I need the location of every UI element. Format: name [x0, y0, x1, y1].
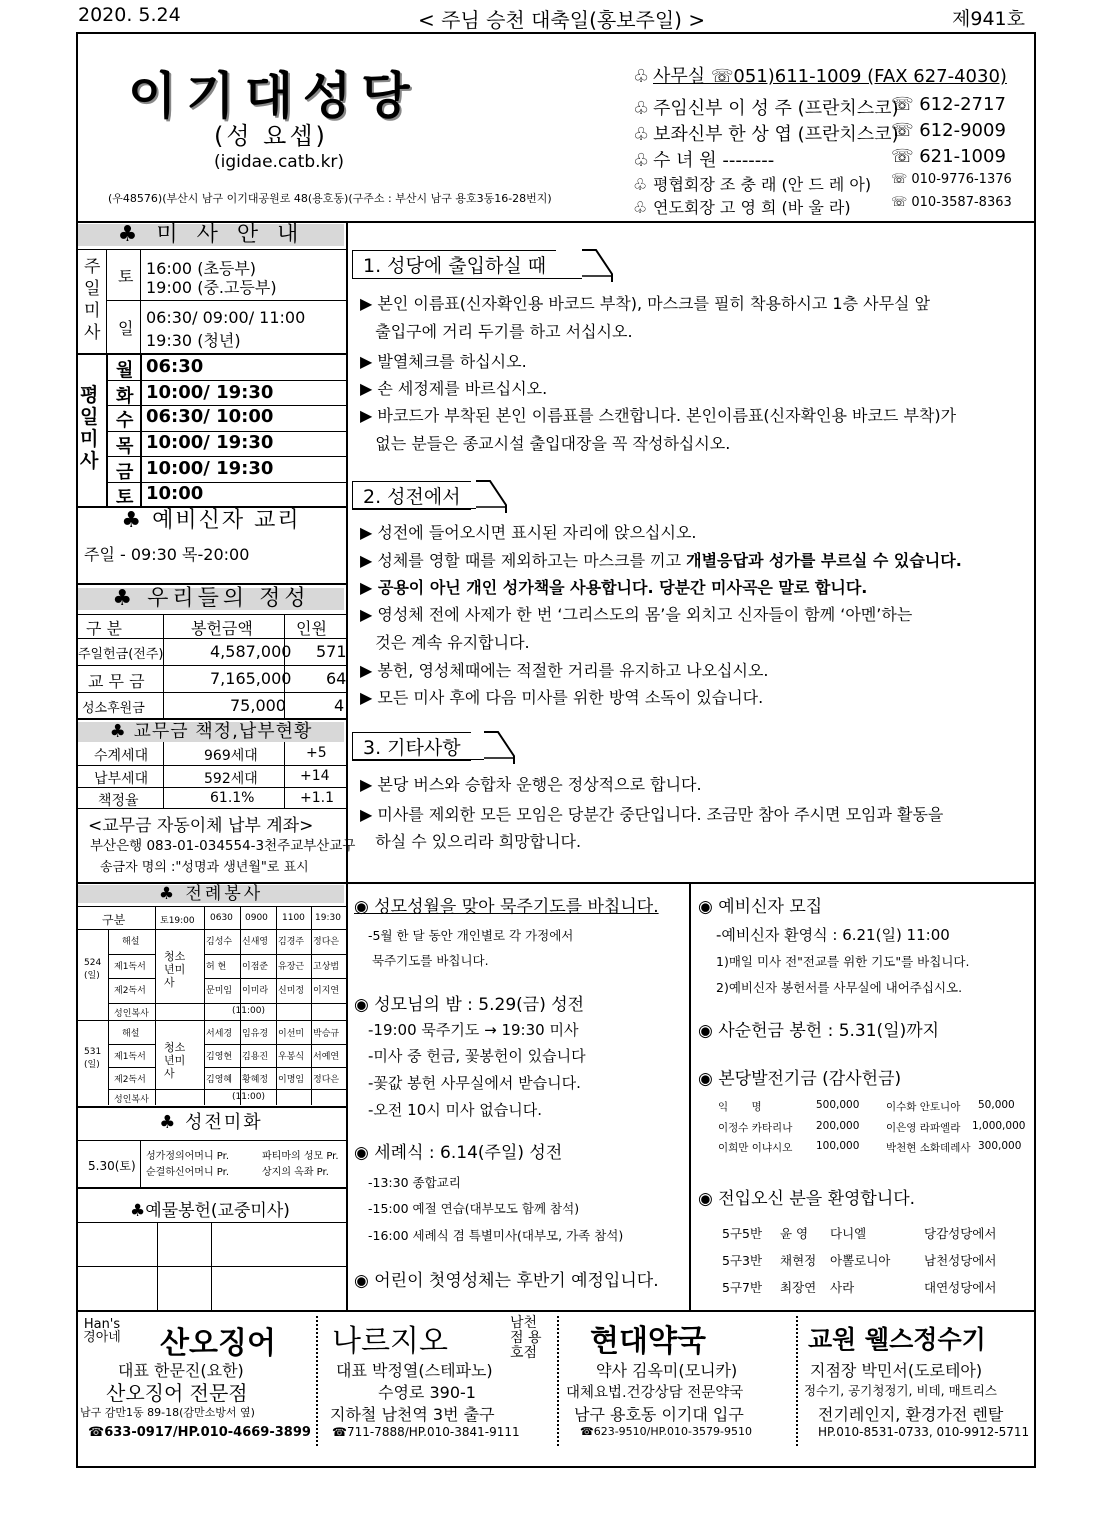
rosary-text: 묵주기도를 바칩니다.	[368, 953, 489, 968]
newcomer-district: 5구5반	[722, 1226, 763, 1241]
heading-tab-shape	[582, 248, 622, 284]
ad-phone: ☎711-7888/HP.010-3841-9111	[332, 1425, 520, 1439]
auto-transfer-title: <교무금 자동이체 납부 계좌>	[88, 816, 314, 836]
table-cell: 해설	[122, 937, 140, 947]
ad-line: 약사 김옥미(모니카)	[596, 1361, 738, 1380]
ad-line: 지하철 남천역 3번 출구	[330, 1405, 495, 1424]
contact-convent: ♧ 수 녀 원 -------- ☏ 621-1009	[633, 146, 1006, 171]
divider	[276, 906, 277, 1105]
altar-date: 524 (일)	[84, 958, 102, 981]
section-2-title: 2. 성전에서	[352, 481, 471, 510]
weekday-label: 수	[116, 410, 134, 431]
notice-line: 것은 계속 유지합니다.	[360, 633, 530, 652]
donor-name: 이희만 이냐시오	[718, 1142, 793, 1154]
notice-line: 없는 분들은 종교시설 출입대장을 꼭 작성하십시오.	[360, 434, 731, 453]
divider	[204, 954, 346, 955]
donor-amount: 100,000	[816, 1140, 860, 1152]
divider	[352, 278, 582, 279]
ad-tag: Han's 경아네	[83, 1317, 121, 1345]
flower-group: 성가정의어머니 Pr.	[146, 1151, 230, 1162]
sender-name-rule: 송금자 명의 :"성명과 생년월"로 표시	[100, 860, 309, 875]
clover-icon: ♧	[633, 98, 650, 119]
newcomer-district: 5구7반	[722, 1280, 763, 1295]
ad-line: 산오징어 전문점	[106, 1381, 248, 1405]
divider	[557, 1316, 559, 1446]
flower-title: ♣ 성전미화	[78, 1112, 344, 1134]
divider	[78, 718, 346, 720]
ad-line: 정수기, 공기청정기, 비데, 매트리스	[804, 1383, 997, 1398]
event-item: -오전 10시 미사 없습니다.	[368, 1101, 542, 1119]
divider	[108, 978, 155, 979]
section-1-title: 1. 성당에 출입하실 때	[352, 250, 556, 279]
weekday-time: 10:00/ 19:30	[146, 432, 274, 453]
divider	[346, 882, 1036, 884]
sun-time-1: 06:30/ 09:00/ 11:00	[146, 308, 306, 327]
ad-line: 대체요법.건강상담 전문약국	[566, 1385, 744, 1401]
notice-line: ▶ 손 세정제를 바르십시오.	[360, 379, 548, 398]
notice-emphasis: 개별응답과 성가를 부르실 수 있습니다.	[686, 551, 962, 570]
newcomer-from: 대연성당에서	[924, 1280, 997, 1295]
event-item: -13:30 종합교리	[368, 1175, 461, 1190]
divider	[78, 665, 346, 666]
table-cell: 김용진	[242, 1052, 269, 1062]
table-cell: 김영현	[206, 1052, 233, 1062]
divider	[163, 742, 164, 808]
weekday-label: 목	[116, 436, 134, 457]
notice-line: 하실 수 있으리라 희망합니다.	[360, 832, 582, 851]
col-header: 봉헌금액	[191, 619, 253, 638]
notice-line: 출입구에 거리 두기를 하고 서십시오.	[360, 322, 633, 341]
table-cell: 신미정	[278, 986, 305, 996]
divider	[106, 482, 346, 483]
notice-line: ▶ 본인 이름표(신자확인용 바코드 부착), 마스크를 필히 착용하시고 1층 사무실 앞	[360, 294, 931, 313]
mass-title: ♣ 미 사 안 내	[78, 224, 344, 246]
first-communion-notice: ◉ 어린이 첫영성체는 후반기 예정입니다.	[354, 1271, 659, 1291]
lent-offering-title: ◉ 사순헌금 봉헌 : 5.31(일)까지	[698, 1021, 940, 1041]
divider	[78, 808, 346, 809]
recruit-item: 2)예비신자 봉헌서를 사무실에 내어주십시오.	[716, 980, 963, 995]
col-header: 0630	[210, 913, 233, 923]
bulletin-title: < 주님 승천 대축일(홍보주일) >	[418, 8, 706, 32]
table-cell: 정다은	[313, 1075, 340, 1085]
section-2-heading	[352, 481, 471, 510]
catechumen-title: ♣ 예비신자 교리	[78, 510, 344, 532]
ad-phone: HP.010-8531-0733, 010-9912-5711	[818, 1425, 1030, 1439]
newcomer-baptismal: 사라	[830, 1280, 855, 1295]
donor-amount: 50,000	[978, 1099, 1015, 1111]
notice-line: ▶ 발열체크를 하십시오.	[360, 352, 527, 371]
rosary-text: -5월 한 달 동안 개인별로 각 가정에서	[368, 928, 574, 943]
notice-text: ▶ 성체를 영할 때를 제외하고는 마스크를 끼고	[360, 551, 687, 570]
donor-name: 이정수 카타리나	[718, 1122, 793, 1134]
ad-name: 현대약국	[590, 1324, 706, 1359]
divider	[204, 978, 346, 979]
divider	[106, 353, 108, 506]
flower-date: 5.30(토)	[88, 1159, 136, 1173]
newcomer-from: 당감성당에서	[924, 1226, 997, 1241]
divider	[689, 882, 691, 1311]
table-cell: 64	[326, 669, 347, 688]
weekday-label: 화	[116, 386, 134, 407]
notice-line: ▶ 본당 버스와 승합차 운행은 정상적으로 합니다.	[360, 775, 702, 794]
table-cell: 우봉식	[278, 1052, 305, 1062]
table-cell: 수계세대	[94, 748, 149, 764]
donor-amount: 200,000	[816, 1120, 860, 1132]
divider	[78, 1266, 346, 1267]
divider	[140, 353, 142, 506]
table-cell: +1.1	[300, 790, 334, 806]
divider	[78, 1140, 346, 1141]
table-cell: 교 무 금	[88, 672, 145, 691]
newcomer-name: 최장연	[780, 1280, 817, 1295]
divider	[78, 906, 346, 907]
altar-title: ♣ 전례봉사	[78, 885, 344, 903]
newcomer-from: 남천성당에서	[924, 1253, 997, 1268]
table-cell: 제2독서	[114, 1075, 146, 1085]
table-cell: 571	[316, 642, 347, 661]
divider	[78, 692, 346, 693]
divider	[108, 954, 155, 955]
rosary-title: ◉ 성모성월을 맞아 묵주기도를 바칩니다.	[354, 897, 659, 917]
flower-group: 순결하신어머니 Pr.	[146, 1167, 230, 1178]
section-1-heading	[352, 250, 556, 279]
notice-line	[360, 548, 962, 571]
clover-icon: ♧	[633, 198, 648, 217]
table-cell: 문미임	[206, 986, 233, 996]
divider	[106, 249, 107, 353]
heading-tab-shape	[484, 730, 524, 766]
newcomer-district: 5구3반	[722, 1253, 763, 1268]
newcomer-name: 채현정	[780, 1253, 817, 1268]
notice-line: ▶ 미사를 제외한 모든 모임은 당분간 중단입니다. 조금만 참아 주시면 모임과 활동을	[360, 805, 944, 824]
section-3-heading	[352, 732, 471, 761]
donor-name: 이수화 안토니아	[886, 1101, 961, 1113]
recruit-item: 1)매일 미사 전"전교를 위한 기도"를 바칩니다.	[716, 954, 970, 969]
divider	[157, 1222, 158, 1310]
divider	[155, 906, 156, 1105]
weekday-label: 월	[116, 360, 134, 381]
table-cell: +5	[306, 745, 327, 761]
catechumen-times: 주일 - 09:30 목-20:00	[84, 545, 250, 564]
donor-amount: 500,000	[816, 1099, 860, 1111]
divider	[204, 1044, 346, 1045]
table-cell: 책정율	[98, 793, 139, 809]
offering-title: ♣ 우리들의 정성	[78, 588, 344, 610]
contact-pastor: ♧ 주임신부 이 성 주 (프란치스코) ☏ 612-2717	[633, 94, 1006, 119]
table-cell: 제1독서	[114, 1052, 146, 1062]
table-cell: (11:00)	[232, 1006, 265, 1016]
notice-line: ▶ 바코드가 부착된 본인 이름표를 스캔합니다. 본인이름표(신자확인용 바코드 부착)가	[360, 406, 957, 425]
weekday-label: 금	[116, 462, 134, 483]
ad-name: 나르지오	[332, 1324, 448, 1359]
weekday-time: 06:30	[146, 356, 204, 377]
weekday-time: 10:00	[146, 483, 204, 504]
table-cell: 황혜정	[242, 1075, 269, 1085]
heading-tab-shape	[476, 479, 516, 515]
section-3-title: 3. 기타사항	[352, 732, 471, 761]
catechumen-recruit-title: ◉ 예비신자 모집	[698, 897, 823, 917]
donor-name: 익 명	[718, 1101, 762, 1113]
bank-account: 부산은행 083-01-034554-3천주교부산교구	[90, 838, 356, 854]
divider	[284, 742, 285, 808]
divider	[78, 249, 346, 250]
table-cell: 이미라	[242, 986, 269, 996]
divider	[108, 1067, 155, 1068]
divider	[78, 1020, 346, 1021]
newcomer-baptismal: 다니엘	[830, 1226, 867, 1241]
ad-line: 수영로 390-1	[378, 1383, 476, 1402]
table-cell: 7,165,000	[210, 669, 292, 688]
table-cell: 김경주	[278, 937, 305, 947]
divider	[204, 1067, 346, 1068]
ad-name: 교원 웰스정수기	[808, 1325, 986, 1354]
col-header: 토19:00	[160, 916, 195, 926]
table-cell: 고상범	[313, 962, 340, 972]
divider	[108, 1044, 155, 1045]
altar-date: 531 (일)	[84, 1047, 102, 1070]
sat-label: 토	[118, 267, 134, 286]
divider	[346, 221, 348, 1311]
newcomer-baptismal: 아뽈로니아	[830, 1253, 891, 1268]
divider	[78, 1187, 346, 1189]
donor-amount: 1,000,000	[972, 1120, 1026, 1132]
church-patron: (성 요셉)	[214, 122, 328, 150]
church-address: (우48576)(부산시 남구 이기대공원로 48(용호동)(구주소 : 부산시 남구 용호3동16-28번지)	[108, 192, 552, 205]
divider	[796, 1316, 798, 1446]
ad-line: 대표 한문진(요한)	[118, 1361, 244, 1380]
table-cell: +14	[300, 768, 330, 784]
issue-number: 제941호	[952, 8, 1025, 30]
divider	[78, 614, 346, 615]
ad-phone: ☎633-0917/HP.010-4669-3899	[88, 1425, 311, 1440]
ad-phone: ☎623-9510/HP.010-3579-9510	[580, 1425, 752, 1438]
event-item: -꽃값 봉헌 사무실에서 받습니다.	[368, 1074, 581, 1092]
divider	[76, 1310, 1036, 1312]
divider	[78, 638, 346, 639]
divider	[78, 353, 346, 355]
table-cell: 이점준	[242, 962, 269, 972]
sunday-mass-label: 주일미사	[84, 257, 101, 343]
table-cell: 주일헌금(전주)	[78, 647, 164, 662]
event-item: -15:00 예절 연습(대부모도 함께 참석)	[368, 1201, 580, 1216]
recruit-item: -예비신자 환영식 : 6.21(일) 11:00	[716, 926, 950, 944]
development-fund-title: ◉ 본당발전기금 (감사헌금)	[698, 1069, 902, 1089]
sun-time-2: 19:30 (청년)	[146, 331, 241, 350]
col-header: 구분	[102, 913, 126, 927]
table-cell: 해설	[122, 1029, 140, 1039]
ad-line: 전기레인지, 환경가전 렌탈	[818, 1405, 1004, 1424]
divider	[78, 929, 346, 930]
table-cell: 정다은	[313, 937, 340, 947]
church-url[interactable]: (igidae.catb.kr)	[214, 152, 345, 172]
donor-name: 박천현 소화데레사	[886, 1142, 971, 1154]
divider	[352, 759, 484, 760]
divider	[106, 300, 346, 301]
table-cell: 이명임	[278, 1075, 305, 1085]
notice-line: ▶ 봉헌, 영성체때에는 적절한 거리를 유지하고 나오십시오.	[360, 661, 769, 680]
clover-icon: ♧	[633, 150, 650, 171]
table-cell: 성인복사	[114, 1095, 149, 1105]
ad-tag: 남천점 용호점	[510, 1315, 542, 1361]
table-cell: 납부세대	[94, 771, 149, 787]
clover-icon: ♧	[633, 66, 650, 87]
table-cell: 592세대	[204, 771, 258, 787]
event-item: -19:00 묵주기도 → 19:30 미사	[368, 1021, 579, 1039]
table-cell: 제1독서	[114, 962, 146, 972]
contact-funeral: ♧ 연도회장 고 영 희 (바 울 라) ☏ 010-3587-8363	[633, 195, 1012, 217]
table-cell: 김성수	[206, 937, 233, 947]
weekday-time: 10:00/ 19:30	[146, 458, 274, 479]
weekday-time: 10:00/ 19:30	[146, 382, 274, 403]
table-cell: 신새영	[242, 937, 269, 947]
baptism-title: ◉ 세례식 : 6.14(주일) 성전	[354, 1143, 563, 1163]
event-item: -16:00 세례식 겸 특별미사(대부모, 가족 참석)	[368, 1228, 624, 1243]
table-cell: 김영혜	[206, 1075, 233, 1085]
divider	[311, 906, 312, 1105]
divider	[204, 906, 205, 1105]
table-cell: 유장근	[278, 962, 305, 972]
col-header: 인원	[296, 619, 327, 638]
mary-night-title: ◉ 성모님의 밤 : 5.29(금) 성전	[354, 995, 585, 1015]
flower-group: 상지의 옥좌 Pr.	[262, 1167, 329, 1178]
ad-line: 남구 감만1동 89-18(감만소방서 옆)	[80, 1406, 255, 1419]
clover-icon: ♧	[633, 124, 650, 145]
divider	[211, 1222, 212, 1310]
weekday-time: 06:30/ 10:00	[146, 406, 274, 427]
notice-line: ▶ 공용이 아닌 개인 성가책을 사용합니다. 당분간 미사곡은 말로 합니다.	[360, 578, 868, 597]
altar-group: 청소년미사	[164, 1041, 186, 1080]
sun-label: 일	[118, 319, 134, 338]
welcome-newcomers-title: ◉ 전입오신 분을 환영합니다.	[698, 1189, 916, 1209]
divider	[78, 583, 346, 585]
table-cell: 임유경	[242, 1029, 269, 1039]
table-cell: (11:00)	[232, 1092, 265, 1102]
notice-line: ▶ 영성체 전에 사제가 한 번 ‘그리스도의 몸’을 외치고 신자들이 함께 ‘아멘’하는	[360, 605, 913, 624]
flower-group: 파티마의 성모 Pr.	[262, 1151, 339, 1162]
table-cell: 4,587,000	[210, 642, 292, 661]
divider	[108, 929, 109, 1105]
table-cell: 허 현	[206, 962, 227, 972]
table-cell: 성소후원금	[82, 701, 145, 716]
weekday-mass-label: 평일미사	[80, 384, 99, 472]
table-cell: 61.1%	[210, 790, 255, 806]
ad-line: 대표 박정열(스테파노)	[336, 1361, 493, 1380]
church-name: 이기대성당	[128, 67, 420, 125]
ad-line: 남구 용호동 이기대 입구	[574, 1405, 744, 1424]
event-item: -미사 중 헌금, 꽃봉헌이 있습니다	[368, 1047, 586, 1065]
col-header: 1100	[282, 913, 305, 923]
notice-line: ▶ 성전에 들어오시면 표시된 자리에 앉으십시오.	[360, 523, 697, 542]
divider	[106, 456, 346, 457]
table-cell: 75,000	[230, 696, 286, 715]
divider	[78, 1222, 346, 1223]
weekday-label: 토	[116, 487, 134, 508]
table-cell: 서예연	[313, 1052, 340, 1062]
table-cell: 서세경	[206, 1029, 233, 1039]
divider	[140, 1140, 141, 1187]
divider	[78, 1106, 346, 1108]
table-cell: 성인복사	[114, 1009, 149, 1019]
col-header: 0900	[245, 913, 268, 923]
donor-name: 이은영 라파엘라	[886, 1122, 961, 1134]
donor-amount: 300,000	[978, 1140, 1022, 1152]
table-cell: 4	[334, 696, 345, 715]
table-cell: 제2독서	[114, 986, 146, 996]
divider	[106, 380, 346, 381]
table-cell: 이선미	[278, 1029, 305, 1039]
table-cell: 박승규	[313, 1029, 340, 1039]
contact-office: ♧ 사무실 ☏051)611-1009 (FAX 627-4030)	[633, 66, 1007, 87]
divider	[108, 1089, 346, 1090]
divider	[316, 1316, 318, 1446]
col-header: 19:30	[315, 913, 341, 923]
table-cell: 이지연	[313, 986, 340, 996]
gift-title: ♣예물봉헌(교중미사)	[130, 1201, 290, 1221]
col-header: 구 분	[86, 619, 122, 638]
divider	[78, 787, 346, 788]
contact-assistant: ♧ 보좌신부 한 상 엽 (프란치스코) ☏ 612-9009	[633, 120, 1006, 145]
clover-icon: ♧	[633, 175, 648, 194]
table-cell: 969세대	[204, 748, 258, 764]
divider	[78, 765, 346, 766]
divider	[140, 249, 141, 353]
ad-line: 지점장 박민서(도로테아)	[810, 1361, 983, 1380]
newcomer-name: 윤 영	[780, 1226, 809, 1241]
tithe-title: ♣ 교무금 책정,납부현황	[78, 722, 344, 742]
notice-line: ▶ 모든 미사 후에 다음 미사를 위한 방역 소독이 있습니다.	[360, 688, 764, 707]
bulletin-date: 2020. 5.24	[78, 4, 181, 26]
sat-time-2: 19:00 (중.고등부)	[146, 278, 277, 297]
ad-name: 산오징어	[160, 1326, 276, 1361]
sat-time-1: 16:00 (초등부)	[146, 259, 257, 278]
divider	[163, 614, 164, 718]
contact-council: ♧ 평협회장 조 충 래 (안 드 레 아) ☏ 010-9776-1376	[633, 172, 1012, 194]
divider	[108, 1003, 346, 1004]
altar-group: 청소년미사	[164, 950, 186, 989]
divider	[352, 508, 476, 509]
